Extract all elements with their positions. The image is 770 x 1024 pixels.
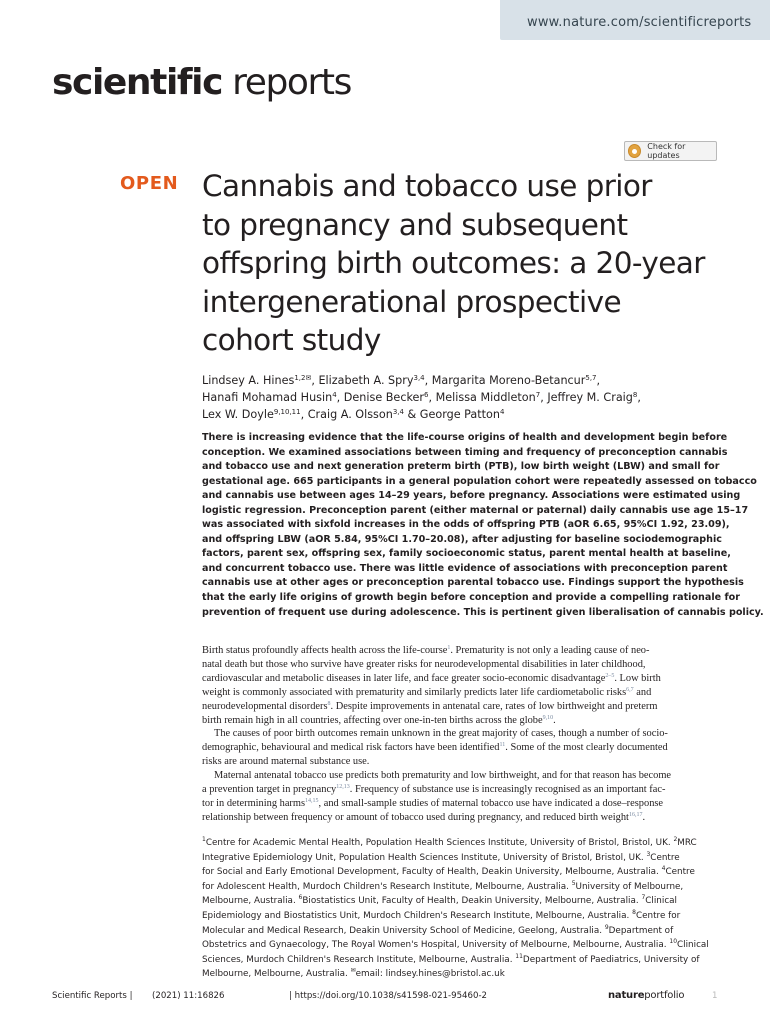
affiliation-text: Centre xyxy=(650,852,680,863)
affiliation-text: for Social and Early Emotional Development, Faculty of Health, Deakin University, Melbourne, Australia. xyxy=(202,867,662,878)
abstract-line: that the early life origins of growth begin before conception and provide a compelling rationale for xyxy=(202,592,740,604)
body-line xyxy=(202,769,722,783)
title-line: Cannabis and tobacco use prior xyxy=(202,169,652,203)
affiliation-line xyxy=(202,880,722,895)
abstract-line: There is increasing evidence that the life-course origins of health and development begin before xyxy=(202,432,728,443)
author-affiliation-marker: 3,4 xyxy=(392,408,404,416)
affiliation-text: Obstetrics and Gynaecology, The Royal Women's Hospital, University of Melbourne, Melbourne, Australia. xyxy=(202,940,670,951)
author-separator: , xyxy=(300,408,308,421)
author-name[interactable]: George Patton xyxy=(419,408,500,421)
affiliation-text: Integrative Epidemiology Unit, Population Health Sciences Institute, University of Bristol, Bristol, UK. xyxy=(202,852,647,863)
abstract-line: and cannabis use between ages 14–29 years, before pregnancy. Associations were estimated using xyxy=(202,490,741,502)
author-name[interactable]: Hanafi Mohamad Husin xyxy=(202,391,333,404)
publisher-logo xyxy=(608,990,684,1001)
author-affiliation-marker: 1,2✉ xyxy=(294,374,312,382)
body-line xyxy=(202,727,722,741)
affiliation-marker: 11 xyxy=(515,952,523,960)
author-name[interactable]: Denise Becker xyxy=(343,391,425,404)
author-separator: , xyxy=(336,391,344,404)
affiliation-text: Molecular and Medical Research, Deakin University School of Medicine, Geelong, Australia. xyxy=(202,925,605,936)
body-text-run: tor in determining harms xyxy=(202,797,306,809)
affiliation-marker: 4 xyxy=(661,865,666,873)
affiliation-marker: ✉ xyxy=(350,967,356,975)
abstract-line: and tobacco use and next generation preterm birth (PTB), low birth weight (LBW) and small for xyxy=(202,461,720,473)
update-check-icon xyxy=(628,144,641,158)
affiliations xyxy=(202,836,722,982)
affiliation-marker: 2 xyxy=(673,836,678,843)
body-text-run: a prevention target in pregnancy xyxy=(202,784,337,796)
body-text-run: . Frequency of substance use is increasingly recognised as an important fac- xyxy=(349,784,666,796)
citation-link[interactable]: 8 xyxy=(327,700,331,707)
affiliation-text: Clinical xyxy=(645,896,677,907)
article-title xyxy=(202,167,742,360)
introduction-text xyxy=(202,644,722,825)
body-text-run: , and small-sample studies of maternal tobacco use have indicated a dose–response xyxy=(318,797,664,809)
affiliation-line xyxy=(202,894,722,909)
body-text-run: . xyxy=(642,811,646,823)
body-text-run: The causes of poor birth outcomes remain unknown in the great majority of cases, though a number of socio- xyxy=(214,728,668,740)
abstract xyxy=(202,431,764,620)
author-separator: , xyxy=(428,391,436,404)
affiliation-line xyxy=(202,909,722,924)
body-text-run: weight is commonly associated with prematurity and similarly predicts later life cardiometabolic risks xyxy=(202,686,627,698)
journal-logo-bold: scientific xyxy=(52,62,223,103)
affiliation-marker: 3 xyxy=(646,850,651,858)
check-for-updates-button[interactable] xyxy=(624,141,717,161)
body-text-run: . Despite improvements in antenatal care, rates of low birthweight and preterm xyxy=(330,700,658,712)
footer-doi-link[interactable]: | https://doi.org/10.1038/s41598-021-95460-2 xyxy=(289,991,488,1001)
title-line: cohort study xyxy=(202,323,381,357)
body-line xyxy=(202,741,722,755)
affiliation-text: email: lindsey.hines@bristol.ac.uk xyxy=(355,969,505,980)
affiliation-line xyxy=(202,924,722,939)
check-for-updates-label: Check for updates xyxy=(647,142,686,160)
citation-link[interactable]: 11 xyxy=(499,742,506,749)
body-line xyxy=(202,700,722,714)
author-line xyxy=(202,389,732,406)
body-line xyxy=(202,644,722,658)
body-text-run: Birth status profoundly affects health across the life-course xyxy=(202,645,448,656)
publisher-logo-light: portfolio xyxy=(644,990,685,1001)
affiliation-marker: 8 xyxy=(632,908,636,916)
author-name[interactable]: Jeffrey M. Craig xyxy=(547,391,633,404)
affiliation-text: Department of Paediatrics, University of xyxy=(522,954,700,965)
page-footer xyxy=(52,991,722,1007)
author-affiliation-marker: 7 xyxy=(535,391,541,399)
footer-journal: Scientific Reports | xyxy=(52,991,133,1001)
affiliation-marker: 9 xyxy=(604,923,609,931)
author-separator: , xyxy=(596,374,601,387)
affiliation-marker: 6 xyxy=(298,894,303,902)
author-line xyxy=(202,406,732,423)
body-line xyxy=(202,672,722,686)
affiliation-line xyxy=(202,851,722,866)
body-text-run: cardiovascular and metabolic diseases in later life, and face greater socio-economic disadvantage xyxy=(202,672,606,684)
affiliation-text: Department of xyxy=(608,925,674,936)
citation-link[interactable]: 12,13 xyxy=(336,784,350,791)
page-number: 1 xyxy=(712,991,718,1001)
affiliation-text: Centre for Academic Mental Health, Population Health Sciences Institute, University of Bristol, Bristol, UK. xyxy=(205,838,674,848)
author-separator: , xyxy=(424,374,432,387)
citation-link[interactable]: 9,10 xyxy=(542,714,554,721)
author-separator: , xyxy=(637,391,641,404)
author-name[interactable]: Elizabeth A. Spry xyxy=(318,374,414,387)
journal-url-tab[interactable] xyxy=(500,0,770,40)
affiliation-text: University of Melbourne, xyxy=(575,881,684,892)
abstract-line: prevention of frequent use during adolescence. This is pertinent given liberalisation of cannabis policy. xyxy=(202,606,764,618)
body-line xyxy=(202,811,722,825)
author-list xyxy=(202,372,732,423)
author-name[interactable]: Melissa Middleton xyxy=(435,391,536,404)
open-access-badge: OPEN xyxy=(120,173,179,194)
abstract-line: conception. We examined associations between timing and frequency of preconception cannabis xyxy=(202,446,728,458)
author-name[interactable]: Lex W. Doyle xyxy=(202,408,274,421)
body-text-run: risks are around maternal substance use. xyxy=(202,756,370,768)
abstract-line: and concurrent tobacco use. There was little evidence of associations with preconception parent xyxy=(202,562,728,574)
affiliation-text: Centre for xyxy=(635,910,681,921)
author-separator: , xyxy=(540,391,548,404)
body-text-run: birth remain high in all countries, affecting over one-in-ten births across the globe xyxy=(202,714,543,726)
journal-url[interactable]: www.nature.com/scientificreports xyxy=(527,15,752,30)
publisher-logo-bold: nature xyxy=(608,990,645,1001)
body-text-run: Maternal antenatal tobacco use predicts both prematurity and low birthweight, and for that reason has become xyxy=(214,770,672,782)
affiliation-marker: 10 xyxy=(669,938,678,946)
author-separator: & xyxy=(403,408,420,421)
affiliation-text: Melbourne, Melbourne, Australia. xyxy=(202,969,351,980)
affiliation-text: Clinical xyxy=(677,940,709,951)
abstract-line: cannabis use at other ages or preconception parental tobacco use. Findings support the hypothesis xyxy=(202,577,744,589)
body-line xyxy=(202,686,722,700)
body-line xyxy=(202,658,722,672)
body-text-run: . Low birth xyxy=(614,672,661,684)
affiliation-line xyxy=(202,938,722,953)
body-line xyxy=(202,714,722,728)
affiliation-line xyxy=(202,865,722,880)
affiliation-marker: 7 xyxy=(641,894,646,902)
author-affiliation-marker: 8 xyxy=(632,391,638,399)
affiliation-text: MRC xyxy=(677,838,697,848)
citation-link[interactable]: 6,7 xyxy=(626,686,634,693)
author-affiliation-marker: 6 xyxy=(424,391,429,399)
citation-link[interactable]: 16,17 xyxy=(628,811,643,818)
affiliation-text: Epidemiology and Biostatistics Unit, Murdoch Children's Research Institute, Melbourne, Australia. xyxy=(202,910,633,921)
body-text-run: demographic, behavioural and medical risk factors have been identified xyxy=(202,742,500,754)
body-line xyxy=(202,783,722,797)
body-text-run: . Some of the most clearly documented xyxy=(505,742,668,754)
affiliation-line xyxy=(202,967,722,982)
affiliation-text: Sciences, Murdoch Children's Research Institute, Melbourne, Australia. xyxy=(202,954,516,965)
citation-link[interactable]: 2–5 xyxy=(605,672,615,679)
author-name[interactable]: Margarita Moreno-Betancur xyxy=(431,374,586,387)
affiliation-line xyxy=(202,953,722,968)
author-name[interactable]: Lindsey A. Hines xyxy=(202,374,295,387)
abstract-line: was associated with sixfold increases in the odds of offspring PTB (aOR 6.65, 95%CI 1.92, 23.09), xyxy=(202,519,730,531)
citation-link[interactable]: 1 xyxy=(447,645,451,651)
title-line: to pregnancy and subsequent xyxy=(202,207,628,242)
author-line xyxy=(202,372,732,389)
body-text-run: relationship between frequency or amount of tobacco used during pregnancy, and reduced birth weight xyxy=(202,811,629,823)
journal-logo-light: reports xyxy=(222,62,351,103)
footer-volume: (2021) 11:16826 xyxy=(152,991,225,1001)
author-name[interactable]: Craig A. Olsson xyxy=(307,408,393,421)
abstract-line: gestational age. 665 participants in a general population cohort were repeatedly assessed on tobacco xyxy=(202,475,757,487)
journal-logo xyxy=(52,62,351,103)
body-text-run: . xyxy=(553,714,556,726)
affiliation-text: Centre xyxy=(665,867,695,878)
affiliation-marker: 1 xyxy=(202,836,206,843)
author-affiliation-marker: 4 xyxy=(332,391,337,399)
author-affiliation-marker: 3,4 xyxy=(413,374,425,382)
author-affiliation-marker: 9,10,11 xyxy=(273,408,301,416)
body-text-run: and xyxy=(633,686,652,698)
abstract-line: logistic regression. Preconception parent (either maternal or paternal) daily cannabis use age 15–17 xyxy=(202,504,749,516)
body-line xyxy=(202,755,722,769)
affiliation-text: for Adolescent Health, Murdoch Children's Research Institute, Melbourne, Australia. xyxy=(202,881,572,892)
affiliation-marker: 5 xyxy=(571,879,576,887)
title-line: intergenerational prospective xyxy=(202,284,621,319)
citation-link[interactable]: 14,15 xyxy=(305,797,319,804)
body-text-run: . Prematurity is not only a leading cause of neo- xyxy=(450,645,650,656)
abstract-line: and offspring LBW (aOR 5.84, 95%CI 1.70–20.08), after adjusting for baseline sociodemographic xyxy=(202,533,722,545)
affiliation-line xyxy=(202,836,722,851)
author-affiliation-marker: 4 xyxy=(499,408,505,416)
author-separator: , xyxy=(311,374,319,387)
affiliation-text: Melbourne, Australia. xyxy=(202,896,299,907)
affiliation-text: Biostatistics Unit, Faculty of Health, Deakin University, Melbourne, Australia. xyxy=(302,896,642,907)
abstract-line: factors, parent sex, offspring sex, family socioeconomic status, parent mental health at baseline, xyxy=(202,548,731,560)
body-text-run: neurodevelopmental disorders xyxy=(202,700,328,712)
body-line xyxy=(202,797,722,811)
author-affiliation-marker: 5,7 xyxy=(585,374,597,382)
body-text-run: natal death but those who survive have greater risks for neurodevelopmental disabilities in later childhood, xyxy=(202,658,646,670)
title-line: offspring birth outcomes: a 20-year xyxy=(202,246,705,280)
